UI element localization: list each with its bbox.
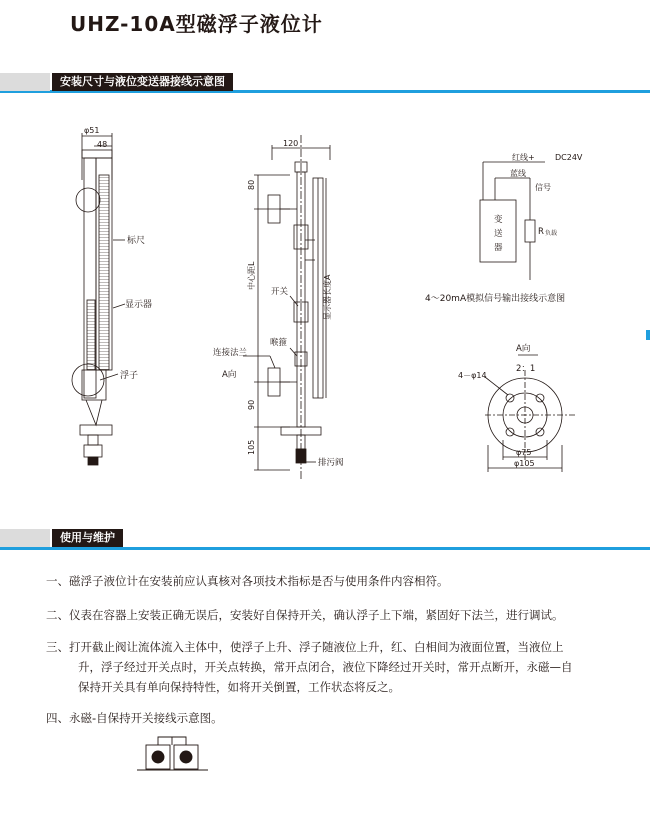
label-display: 显示器	[125, 300, 153, 310]
page-title: UHZ-10A型磁浮子液位计	[70, 12, 323, 36]
label-float: 浮子	[120, 371, 139, 381]
dim-display-length: 显示器长度A	[323, 274, 332, 320]
label-switch: 开关	[271, 287, 289, 297]
wire-red-label: 红线+	[512, 153, 535, 162]
wiring-caption: 4～20mA模拟信号输出接线示意图	[425, 294, 566, 304]
dim-105: 105	[247, 439, 256, 455]
section-heading-install: 安装尺寸与液位变送器接线示意图	[52, 73, 233, 91]
usage-item-4: 四、永磁-自保持开关接线示意图。	[46, 711, 223, 725]
wire-dc-label: DC24V	[555, 153, 583, 162]
resistor-sub-label: 负载	[545, 230, 558, 237]
resistor-label: R	[538, 227, 544, 237]
dim-center-distance: 中心距L	[247, 261, 256, 290]
usage-item-2: 二、仪表在容器上安装正确无误后，安装好自保持开关，确认浮子上下端，紧固好下法兰，进行调试。	[46, 608, 564, 622]
dim-120: 120	[283, 139, 299, 148]
wiring-diagram	[480, 162, 545, 280]
flange-dim-75: φ75	[516, 448, 532, 457]
dim-48: 48	[97, 140, 108, 149]
flange-a-direction: A向	[516, 344, 531, 354]
section-heading-usage: 使用与维护	[52, 529, 123, 547]
gauge-front-view	[72, 133, 125, 465]
label-a-direction: A向	[222, 370, 237, 380]
usage-item-3: 三、打开截止阀让流体流入主体中，使浮子上升、浮子随液位上升，红、白相间为液面位置，当液位上 升，浮子经过开关点时，开关点转换，常开点闭合，液位下降经过开关时，常开点断开，永磁—自 保持开关具有单向保持特性，如将开关倒置，工作状态将反之。	[46, 640, 573, 694]
dim-80: 80	[247, 179, 256, 190]
label-drain-valve: 排污阀	[318, 458, 344, 468]
dim-90: 90	[247, 399, 256, 410]
switch-wiring-diagram	[137, 737, 208, 770]
wire-signal-label: 信号	[535, 183, 551, 192]
wire-blue-label: 蓝线	[510, 169, 526, 178]
label-flange: 连接法兰	[213, 348, 248, 358]
usage-item-1: 一、磁浮子液位计在安装前应认真核对各项技术指标是否与使用条件内容相符。	[46, 574, 449, 588]
flange-scale: 2：1	[516, 364, 536, 374]
flange-dim-105: φ105	[514, 459, 535, 468]
transmitter-char-3: 器	[494, 243, 503, 253]
flange-holes-label: 4－φ14	[458, 371, 487, 380]
dim-phi51: φ51	[84, 126, 100, 135]
label-scale: 标尺	[127, 236, 146, 246]
label-hoop: 喉箍	[270, 338, 288, 348]
gauge-side-view	[243, 135, 330, 480]
transmitter-char-1: 变	[494, 215, 503, 225]
transmitter-char-2: 送	[494, 229, 503, 239]
